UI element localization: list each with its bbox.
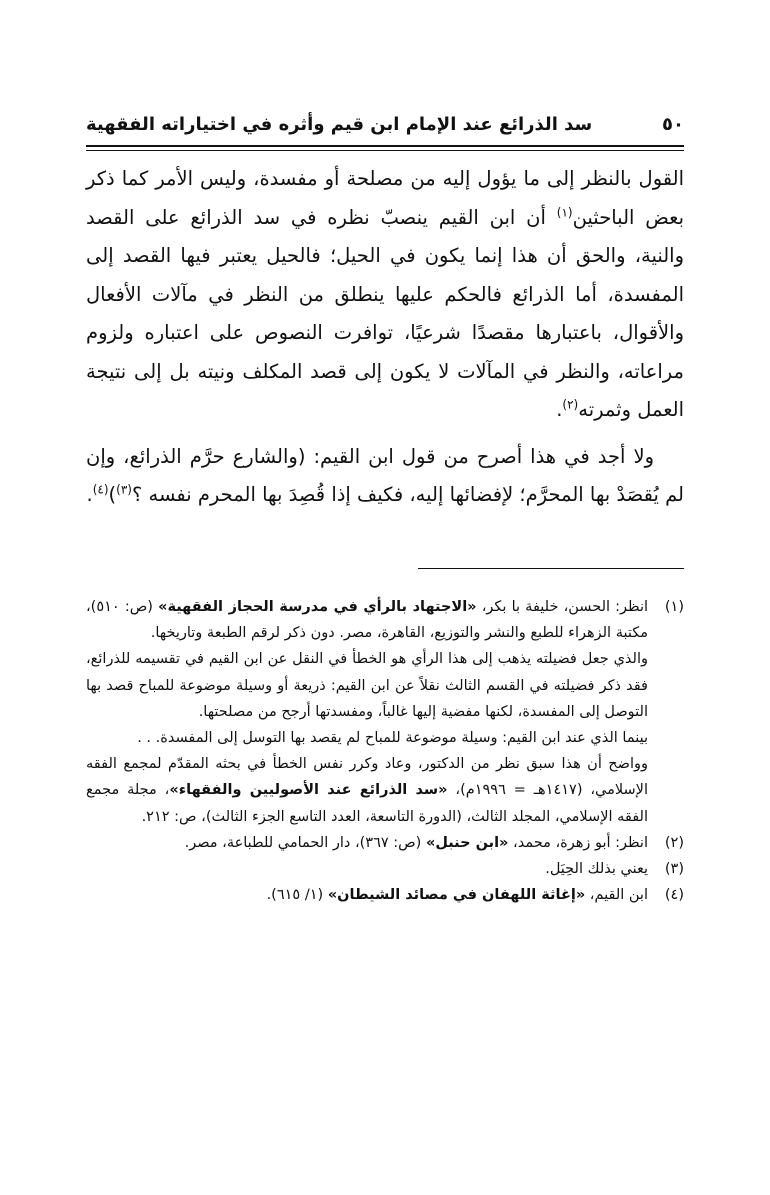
- footnote-ref-2: (٢): [562, 397, 579, 412]
- footnote-1: [86, 594, 684, 830]
- footnote-2-source: (ص: ٣٦٧)، دار الحمامي للطباعة، مصر.: [184, 834, 426, 851]
- footnote-2-book-title: «ابن حنبل»: [425, 834, 509, 851]
- page-number: ٥٠: [662, 113, 684, 135]
- footnote-text: [86, 594, 648, 830]
- footnote-number: (٢): [664, 834, 684, 851]
- footnote-1-para-2: والذي جعل فضيلته يذهب إلى هذا الرأي هو الخطأ في النقل عن ابن القيم في تقسيمه للذرائع، فقد ذكر فضيلته في القسم الثالث نقلاً عن ابن القيم: ذريعة أو وسيلة موضوعة للمباح قصد بها التوصل إلى المفسدة، لكنها مفضية إليها غالباً، ومفسدتها أرجح من مصلحتها.: [86, 651, 648, 720]
- footnote-text: [86, 830, 648, 856]
- footnote-3-para: يعني بذلك الحِيَل.: [545, 861, 648, 878]
- footnote-4-book-title: «إغاثة اللهفان في مصائد الشيطان»: [327, 887, 586, 904]
- footnote-text: [86, 882, 648, 908]
- paragraph-1-text-b: أن ابن القيم ينصبّ نظره في سد الذرائع على القصد والنية، والحق أن هذا إنما يكون في الحيل؛ فالحيل يعتبر فيها القصد إلى المفسدة، أما الذرائع فالحكم عليها ينطلق من النظر في مآلات الأفعال والأقوال، باعتبارها مقصدًا شرعيًا، توافرت النصوص على اعتباره ولزوم مراعاته، والنظر في المآلات لا يكون إلى قصد المكلف ونيته بل إلى نتيجة العمل وثمرته: [86, 205, 684, 421]
- paragraph-2: [86, 438, 684, 515]
- paragraph-2-text-b: ): [108, 483, 117, 506]
- footnote-text: [86, 856, 648, 882]
- footnote-ref-4: (٤): [92, 482, 109, 497]
- footnote-1-para-4: [86, 751, 648, 830]
- paragraph-2-text-a: ولا أجد في هذا أصرح من قول ابن القيم: (والشارع حرَّم الذرائع، وإن لم يُقصَدْ بها المحرَّم؛ لإفضائها إليه، فكيف إذا قُصِدَ بها المحرم نفسه ؟: [86, 444, 684, 506]
- footnote-number: (٣): [664, 861, 684, 878]
- footnote-2: [86, 830, 684, 856]
- footnote-4: [86, 882, 684, 908]
- footnote-ref-1: (١): [556, 205, 573, 219]
- footnote-4-para: [86, 882, 648, 908]
- footnote-ref-3: (٣): [116, 482, 132, 497]
- footnote-1-source: (ص: ٥١٠)، مكتبة الزهراء للطبع والنشر والتوزيع، القاهرة، مصر. دون ذكر لرقم الطبعة وتاريخها.: [86, 599, 648, 642]
- footnote-3: [86, 856, 684, 882]
- footnote-number: (١): [664, 599, 684, 615]
- header-rule-thick: [86, 145, 684, 147]
- footnote-4-lead: ابن القيم،: [585, 887, 648, 904]
- footnote-number: (٤): [664, 887, 684, 904]
- footnote-1-para-4-source: ، مجلة مجمع الفقه الإسلامي، المجلد الثالث، (الدورة التاسعة، العدد التاسع الجزء الثالث)، ص: ٢١٢.: [86, 782, 648, 825]
- paragraph-1: [86, 160, 684, 430]
- footnote-separator: [418, 568, 684, 569]
- header-rule-thin: [86, 150, 684, 151]
- main-text: [86, 160, 684, 515]
- footnote-1-para-1: [86, 594, 648, 646]
- footnote-2-lead: انظر: أبو زهرة، محمد،: [508, 834, 648, 851]
- paragraph-1-text-a: القول بالنظر إلى ما يؤول إليه من مصلحة أو مفسدة، وليس الأمر كما ذكر بعض الباحثين: [86, 167, 684, 229]
- footnote-4-source: (١/ ٦١٥).: [266, 887, 328, 904]
- footnote-1-paper-title: «سد الذرائع عند الأصوليين والفقهاء»: [169, 782, 448, 799]
- footnote-1-para-3: بينما الذي عند ابن القيم: وسيلة موضوعة للمباح لم يقصد بها التوسل إلى المفسدة. . .: [137, 730, 648, 747]
- paragraph-1-end: .: [556, 398, 563, 421]
- footnote-1-para-4-lead: وواضح أن هذا سبق نظر من الدكتور، وعاد وكرر نفس الخطأ في بحثه المقدّم لمجمع الفقه الإسلامي، (١٤١٧هـ = ١٩٩٦م)،: [86, 756, 648, 799]
- paragraph-2-end: .: [86, 483, 93, 506]
- footnotes: [86, 594, 684, 908]
- running-header: [86, 104, 684, 144]
- footnote-2-para: [86, 830, 648, 856]
- footnote-1-book-title: «الاجتهاد بالرأي في مدرسة الحجاز الفقهية»: [158, 599, 477, 615]
- footnote-1-lead: انظر: الحسن، خليفة با بكر،: [476, 599, 649, 615]
- running-title: سد الذرائع عند الإمام ابن قيم وأثره في اختياراته الفقهية: [86, 113, 593, 135]
